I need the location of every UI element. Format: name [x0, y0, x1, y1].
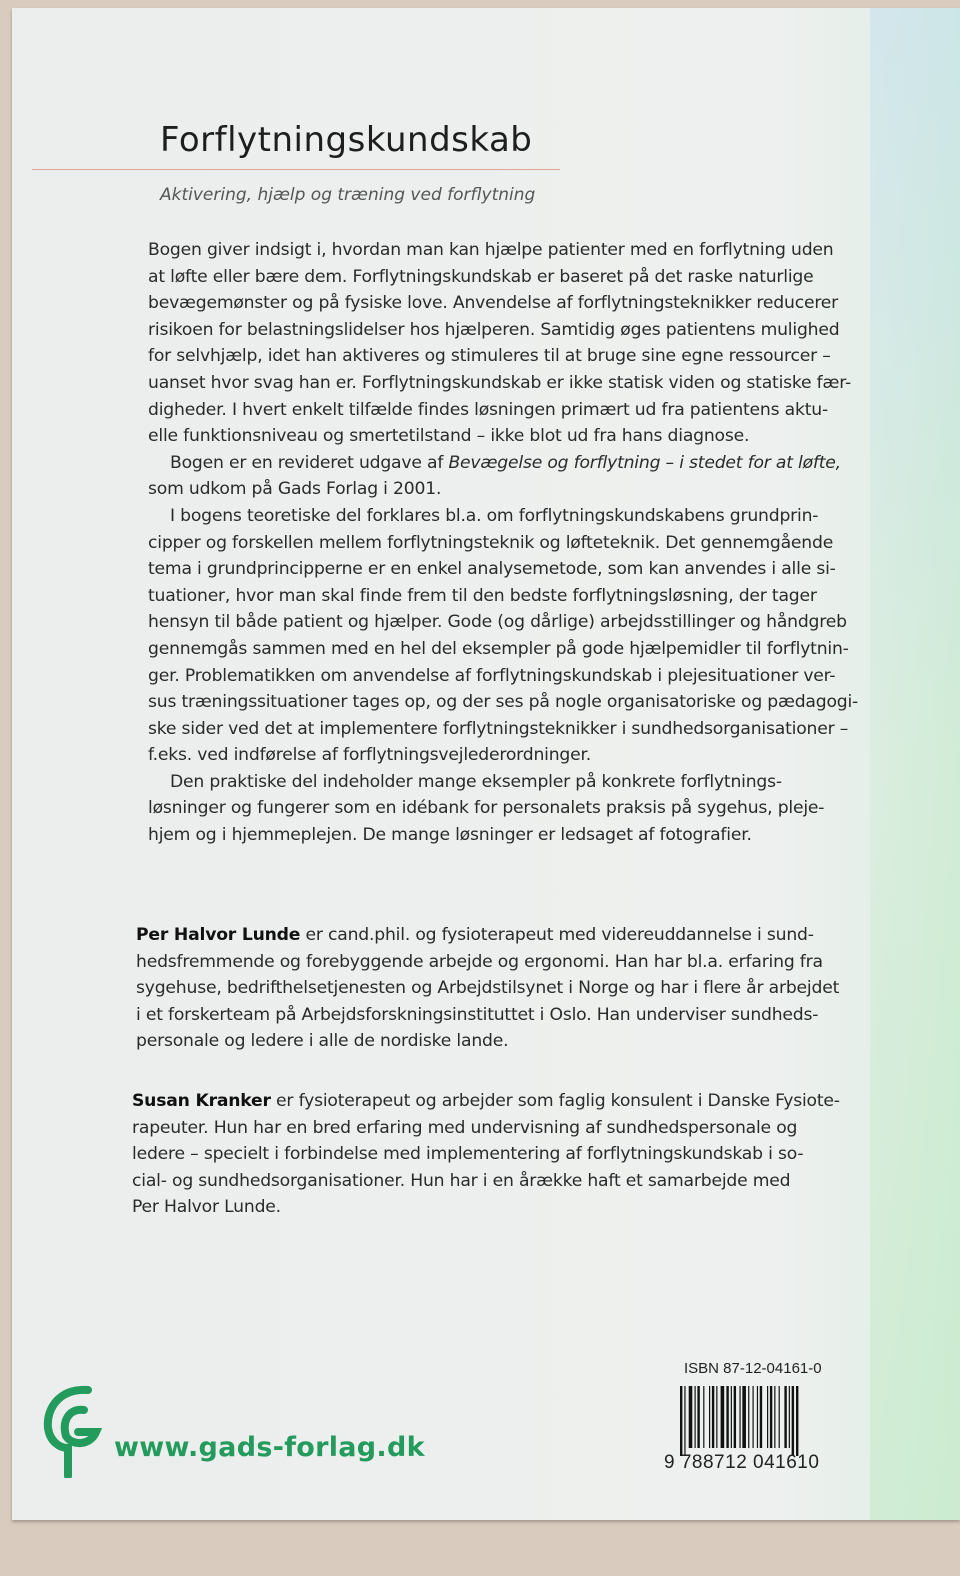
line-text: er cand.phil. og fysioterapeut med videreuddannelse i sund-	[300, 925, 814, 945]
line-text: er fysioterapeut og arbejder som faglig konsulent i Danske Fysiote-	[270, 1091, 840, 1111]
line-text: sus træningssituationer tages op, og der ses på nogle organisatoriske og pædagogi-	[148, 692, 859, 713]
description-line	[148, 609, 858, 636]
author-bio-line	[136, 1002, 839, 1029]
description-line	[148, 795, 858, 822]
line-text: i et forskerteam på Arbejdsforskningsinstituttet i Oslo. Han underviser sundheds-	[136, 1004, 819, 1025]
line-text: hjem og i hjemmeplejen. De mange løsninger er ledsaget af fotografier.	[148, 825, 752, 846]
line-text: I bogens teoretiske del forklares bl.a. om forflytningskundskabens grundprin-	[170, 505, 819, 526]
description-line	[148, 317, 858, 344]
barcode-bar	[770, 1386, 772, 1448]
author-bio-line	[136, 1028, 839, 1055]
book-title: Forflytningskundskab	[160, 120, 533, 160]
barcode-bar	[726, 1386, 728, 1448]
line-text: f.eks. ved indførelse af forflytningsvejlederordninger.	[148, 745, 592, 766]
description-line	[148, 450, 858, 477]
line-text: cial- og sundhedsorganisationer. Hun har i en årække haft et samarbejde med	[132, 1170, 791, 1191]
barcode-bar	[792, 1386, 794, 1456]
author-bio-line	[132, 1141, 840, 1168]
barcode-bar	[748, 1386, 749, 1448]
barcode-bar	[703, 1386, 704, 1448]
barcode-bar	[742, 1386, 746, 1448]
line-text: ske sider ved det at implementere forflytningsteknikker i sundhedsorganisationer –	[148, 718, 849, 739]
author-bio-line	[132, 1168, 840, 1195]
description-line	[148, 663, 858, 690]
barcode-bar	[684, 1386, 685, 1456]
barcode	[680, 1386, 828, 1456]
barcode-bar	[779, 1386, 780, 1448]
author-name: Per Halvor Lunde	[136, 925, 301, 945]
description-line	[148, 290, 858, 317]
barcode-bar	[716, 1386, 717, 1448]
line-text: digheder. I hvert enkelt tilfælde findes løsningen primært ud fra patientens aktu-	[148, 399, 828, 420]
author-bio-line	[136, 949, 839, 976]
line-text: ledere – specielt i forbindelse med implementering af forflytningskundskab i so-	[132, 1144, 804, 1165]
gads-logo-icon	[38, 1384, 108, 1482]
line-text: uanset hvor svag han er. Forflytningskundskab er ikke statisk viden og statiske fær-	[148, 372, 851, 393]
italic-book-title: Bevægelse og forflytning – i stedet for at løfte,	[448, 452, 841, 473]
barcode-bar	[712, 1386, 714, 1448]
author-bio-line	[136, 975, 839, 1002]
isbn: ISBN 87-12-04161-0	[684, 1360, 822, 1377]
line-text: Bogen er en revideret udgave af	[170, 452, 449, 473]
line-text: gennemgås sammen med en hel del eksempler på gode hjælpemidler til forflytnin-	[148, 638, 849, 659]
line-text: hedsfremmende og forebyggende arbejde og ergonomi. Han har bl.a. erfaring fra	[136, 951, 823, 972]
line-text: ger. Problematikken om anvendelse af forflytningskundskab i plejesituationer ver-	[148, 665, 836, 686]
author-bio-line	[132, 1088, 840, 1115]
line-text: cipper og forskellen mellem forflytningsteknik og løfteteknik. Det gennemgående	[148, 532, 834, 553]
line-text: som udkom på Gads Forlag i 2001.	[148, 479, 442, 500]
description-line	[148, 237, 858, 264]
line-text: at løfte eller bære dem. Forflytningskundskab er baseret på det raske naturlige	[148, 266, 814, 287]
author-bio-line	[136, 922, 839, 949]
description-line	[148, 476, 858, 503]
description-line	[148, 423, 858, 450]
line-text: risikoen for belastningslidelser hos hjælperen. Samtidig øges patientens mulighed	[148, 319, 840, 340]
description-line	[148, 689, 858, 716]
line-text: elle funktionsniveau og smertetilstand – ikke blot ud fra hans diagnose.	[148, 426, 750, 447]
barcode-bar	[689, 1386, 693, 1448]
line-text: for selvhjælp, idet han aktiveres og stimuleres til at bruge sine egne ressourcer –	[148, 346, 831, 367]
barcode-bar	[731, 1386, 732, 1448]
line-text: rapeuter. Hun har en bred erfaring med undervisning af sundhedspersonale og	[132, 1117, 798, 1138]
description-line	[148, 397, 858, 424]
barcode-bar	[739, 1386, 740, 1448]
line-text: hensyn til både patient og hjælper. Gode (og dårlige) arbejdsstillinger og håndgreb	[148, 612, 847, 633]
line-text: bevægemønster og på fysiske love. Anvendelse af forflytningsteknikker reducerer	[148, 293, 839, 314]
barcode-digits: 788712 041610	[680, 1452, 820, 1473]
barcode-bar	[697, 1386, 699, 1448]
description-line	[148, 264, 858, 291]
barcode-bar	[734, 1386, 736, 1448]
barcode-bar	[789, 1386, 790, 1448]
description	[148, 237, 858, 849]
title-divider	[32, 169, 560, 170]
author-name: Susan Kranker	[132, 1091, 271, 1111]
description-line	[148, 530, 858, 557]
description-line	[148, 343, 858, 370]
line-text: sygehuse, bedrifthelsetjenesten og Arbejdstilsynet i Norge og har i flere år arbejdet	[136, 978, 840, 999]
barcode-first-digit: 9	[664, 1452, 676, 1473]
author-bio-line	[132, 1194, 840, 1221]
description-line	[148, 503, 858, 530]
barcode-bar	[757, 1386, 758, 1448]
author-bio-kranker	[132, 1088, 840, 1221]
barcode-bar	[760, 1386, 762, 1448]
description-line	[148, 370, 858, 397]
barcode-bar	[721, 1386, 725, 1448]
author-bio-lunde	[136, 922, 839, 1055]
description-line	[148, 556, 858, 583]
barcode-bar	[695, 1386, 696, 1448]
book-back-cover	[12, 8, 960, 1520]
author-bio-line	[132, 1115, 840, 1142]
description-line	[148, 822, 858, 849]
barcode-bar	[680, 1386, 682, 1456]
line-text: tuationer, hvor man skal finde frem til den bedste forflytningsløsning, der tager	[148, 585, 817, 606]
line-text: Per Halvor Lunde.	[132, 1197, 281, 1218]
line-text: Bogen giver indsigt i, hvordan man kan hjælpe patienter med en forflytning uden	[148, 240, 834, 260]
barcode-bar	[767, 1386, 768, 1448]
description-line	[148, 742, 858, 769]
line-text: personale og ledere i alle de nordiske lande.	[136, 1031, 509, 1052]
description-line	[148, 636, 858, 663]
barcode-bar	[796, 1386, 798, 1456]
description-line	[148, 716, 858, 743]
barcode-bar	[753, 1386, 754, 1448]
line-text: tema i grundprincipperne er en enkel analysemetode, som kan anvendes i alle si-	[148, 559, 836, 580]
line-text: løsninger og fungerer som en idébank for personalets praksis på sygehus, pleje-	[148, 798, 825, 819]
description-line	[148, 583, 858, 610]
line-text: Den praktiske del indeholder mange eksempler på konkrete forflytnings-	[170, 771, 782, 792]
barcode-bar	[774, 1386, 775, 1448]
barcode-bar	[709, 1386, 710, 1448]
description-line	[148, 769, 858, 796]
book-subtitle: Aktivering, hjælp og træning ved forflytning	[160, 185, 536, 205]
publisher-url[interactable]: www.gads-forlag.dk	[114, 1432, 425, 1463]
barcode-number	[664, 1452, 819, 1474]
barcode-bar	[784, 1386, 786, 1448]
